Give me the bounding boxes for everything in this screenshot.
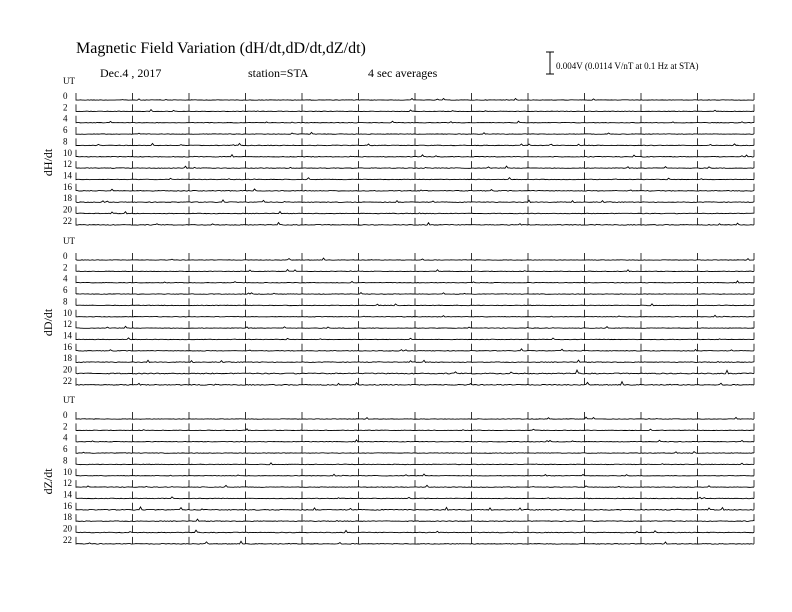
row-label: 14 xyxy=(63,489,72,500)
row-label: 8 xyxy=(63,296,68,307)
row-label: 8 xyxy=(63,136,68,147)
row-label: 10 xyxy=(63,147,72,158)
row-label: 4 xyxy=(63,432,68,443)
ut-label: UT xyxy=(63,76,75,86)
ut-label: UT xyxy=(63,395,75,405)
row-label: 10 xyxy=(63,466,72,477)
row-label: 10 xyxy=(63,307,72,318)
panel-ylabel: dD/dt xyxy=(41,308,55,337)
panel-dD-dt xyxy=(41,236,754,386)
row-label: 16 xyxy=(63,341,72,352)
chart-title: Magnetic Field Variation (dH/dt,dD/dt,dZ/dt) xyxy=(76,40,366,57)
date-label: Dec.4 , 2017 xyxy=(100,66,162,80)
panel-dZ-dt xyxy=(41,395,754,545)
row-label: 2 xyxy=(63,102,68,113)
row-label: 20 xyxy=(63,523,72,534)
panel-ylabel: dZ/dt xyxy=(41,468,55,495)
row-label: 18 xyxy=(63,512,72,523)
row-label: 22 xyxy=(63,215,72,226)
row-label: 22 xyxy=(63,375,72,386)
row-label: 18 xyxy=(63,353,72,364)
scale-bar xyxy=(546,52,554,74)
row-label: 6 xyxy=(63,444,68,455)
row-label: 14 xyxy=(63,170,72,181)
row-label: 20 xyxy=(63,204,72,215)
row-label: 0 xyxy=(63,91,68,101)
row-label: 12 xyxy=(63,478,72,489)
row-label: 4 xyxy=(63,273,68,284)
row-label: 18 xyxy=(63,193,72,204)
averaging-label: 4 sec averages xyxy=(368,66,438,80)
row-label: 14 xyxy=(63,330,72,341)
row-label: 2 xyxy=(63,421,68,432)
panel-ylabel: dH/dt xyxy=(41,148,55,177)
station-label: station=STA xyxy=(248,66,309,80)
row-label: 6 xyxy=(63,285,68,296)
row-label: 22 xyxy=(63,534,72,545)
row-label: 16 xyxy=(63,500,72,511)
row-label: 2 xyxy=(63,262,68,273)
row-label: 0 xyxy=(63,251,68,261)
row-label: 4 xyxy=(63,113,68,124)
row-label: 12 xyxy=(63,319,72,330)
row-label: 6 xyxy=(63,125,68,136)
panel-dH-dt xyxy=(41,76,754,226)
row-label: 20 xyxy=(63,364,72,375)
row-label: 8 xyxy=(63,455,68,466)
ut-label: UT xyxy=(63,236,75,246)
row-label: 12 xyxy=(63,159,72,170)
row-label: 16 xyxy=(63,181,72,192)
scale-label: 0.004V (0.0114 V/nT at 0.1 Hz at STA) xyxy=(556,61,699,71)
row-label: 0 xyxy=(63,410,68,420)
